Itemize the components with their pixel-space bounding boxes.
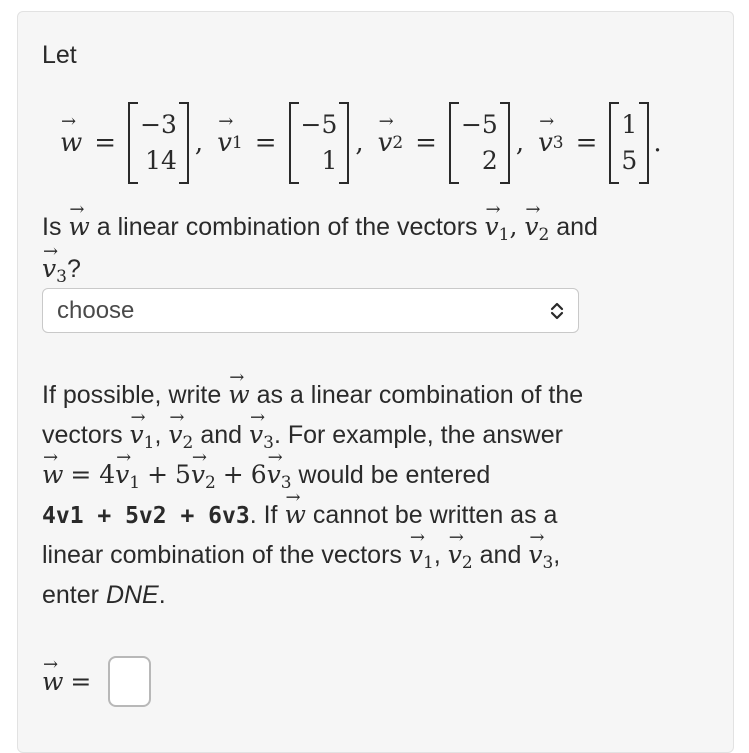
question-line-1: Is → w a linear combination of the vectors → $v_1$, → $v_2$ and — [42, 207, 598, 255]
question-line-2: → $v_3$? — [42, 249, 81, 297]
v3-matrix — [609, 102, 649, 184]
w-matrix — [128, 102, 189, 184]
instructions-line-3: → $w = 4\to v_1 + 5\to v_2 + 6\to v_3$ would be entered — [42, 455, 490, 503]
instructions-line-5: linear combination of the vectors → $v_1$, → $v_2$ and → $v_3$, — [42, 535, 560, 583]
v3-symbol: → v — [538, 128, 553, 158]
instructions-line-6: enter DNE. — [42, 581, 166, 609]
v3-top: 1 — [621, 110, 638, 139]
v1-bottom: 1 — [321, 146, 338, 175]
w-top: −3 — [140, 110, 177, 139]
instructions-line-2: vectors → $v_1$, → $v_2$ and → $v_3$. For example, the answer — [42, 415, 563, 463]
answer-label: → w = — [42, 662, 91, 702]
instructions-line-4: 4v1 + 5v2 + 6v3. If → w cannot be written as a — [42, 495, 557, 536]
v2-bottom: 2 — [481, 146, 498, 175]
v1-matrix — [289, 102, 350, 184]
intro-text: Let — [42, 41, 77, 69]
instructions-line-1: If possible, write → w as a linear combination of the — [42, 375, 583, 415]
v1-symbol: → v — [217, 128, 232, 158]
chevron-up-down-icon — [548, 300, 566, 322]
w-bottom: 14 — [145, 146, 177, 175]
linear-combination-select[interactable] — [42, 288, 579, 333]
v2-top: −5 — [460, 110, 498, 139]
v2-matrix — [449, 102, 510, 184]
v2-symbol: → v — [378, 128, 393, 158]
example-code: 4v1 + 5v2 + 6v3 — [42, 503, 250, 529]
v3-bottom: 5 — [621, 146, 638, 175]
w-symbol: → w — [60, 128, 82, 158]
select-value: choose — [57, 297, 135, 324]
vector-definitions: → w = −3 14 , → v 1 = −5 1 , → v 2 = −5 2 , → v 3 = 1 5 . — [60, 100, 662, 186]
answer-input[interactable] — [108, 656, 151, 707]
v1-top: −5 — [300, 110, 338, 139]
